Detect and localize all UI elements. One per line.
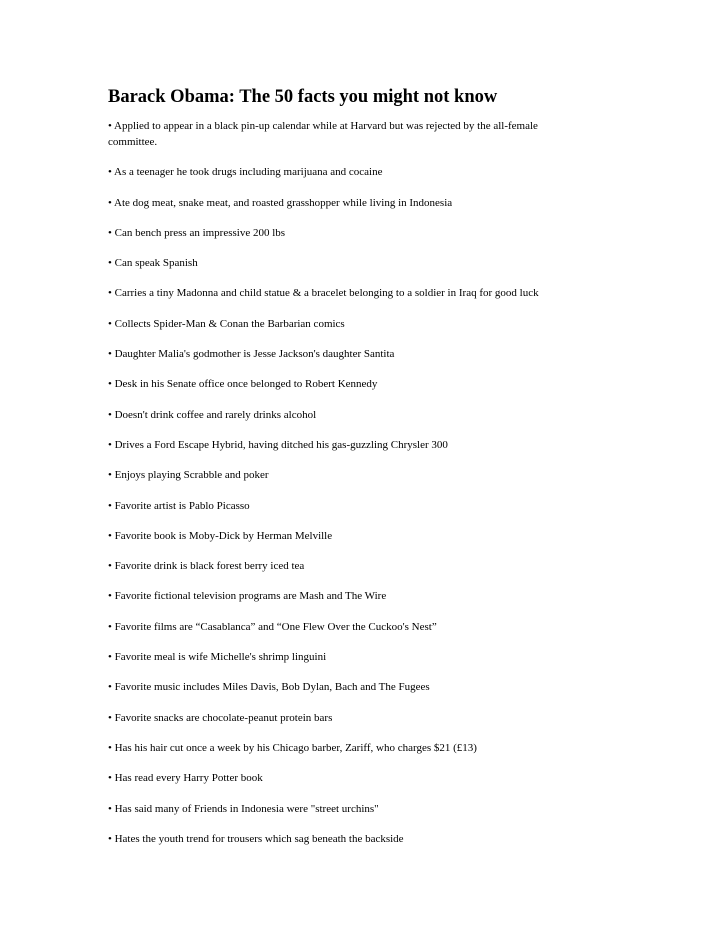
fact-item: • Doesn't drink coffee and rarely drinks alcohol — [108, 408, 317, 421]
fact-item: • Favorite artist is Pablo Picasso — [108, 499, 250, 512]
fact-item: • Drives a Ford Escape Hybrid, having ditched his gas-guzzling Chrysler 300 — [108, 438, 448, 451]
facts-list — [108, 118, 608, 847]
fact-item: • Enjoys playing Scrabble and poker — [108, 469, 269, 482]
fact-item: • Favorite drink is black forest berry iced tea — [108, 560, 305, 573]
fact-item: • Can bench press an impressive 200 lbs — [108, 226, 286, 239]
fact-item: • Collects Spider-Man & Conan the Barbarian comics — [108, 317, 345, 330]
fact-item: • Has read every Harry Potter book — [108, 772, 263, 785]
fact-item: • Favorite meal is wife Michelle's shrimp linguini — [108, 651, 327, 664]
fact-item: • Favorite book is Moby-Dick by Herman Melville — [108, 529, 333, 542]
fact-item: • Desk in his Senate office once belonged to Robert Kennedy — [108, 378, 378, 391]
fact-item: • Daughter Malia's godmother is Jesse Jackson's daughter Santita — [108, 348, 395, 361]
fact-item: • Has his hair cut once a week by his Chicago barber, Zariff, who charges $21 (£13) — [108, 741, 477, 754]
document-page — [108, 86, 608, 861]
fact-item: • Favorite films are “Casablanca” and “One Flew Over the Cuckoo's Nest” — [108, 620, 437, 633]
fact-item: • Favorite snacks are chocolate-peanut protein bars — [108, 711, 333, 724]
fact-item: • Ate dog meat, snake meat, and roasted grasshopper while living in Indonesia — [108, 196, 453, 209]
fact-item: • Favorite music includes Miles Davis, Bob Dylan, Bach and The Fugees — [108, 681, 430, 694]
fact-item: • Applied to appear in a black pin-up calendar while at Harvard but was rejected by the all-female committee. — [108, 120, 538, 148]
fact-item: • Hates the youth trend for trousers which sag beneath the backside — [108, 832, 404, 845]
fact-item: • As a teenager he took drugs including marijuana and cocaine — [108, 166, 383, 179]
fact-item: • Favorite fictional television programs are Mash and The Wire — [108, 590, 387, 603]
document-title: Barack Obama: The 50 facts you might not know — [108, 87, 498, 107]
fact-item: • Can speak Spanish — [108, 257, 198, 270]
fact-item: • Carries a tiny Madonna and child statue & a bracelet belonging to a soldier in Iraq for good luck — [108, 287, 539, 300]
fact-item: • Has said many of Friends in Indonesia were "street urchins" — [108, 802, 379, 815]
